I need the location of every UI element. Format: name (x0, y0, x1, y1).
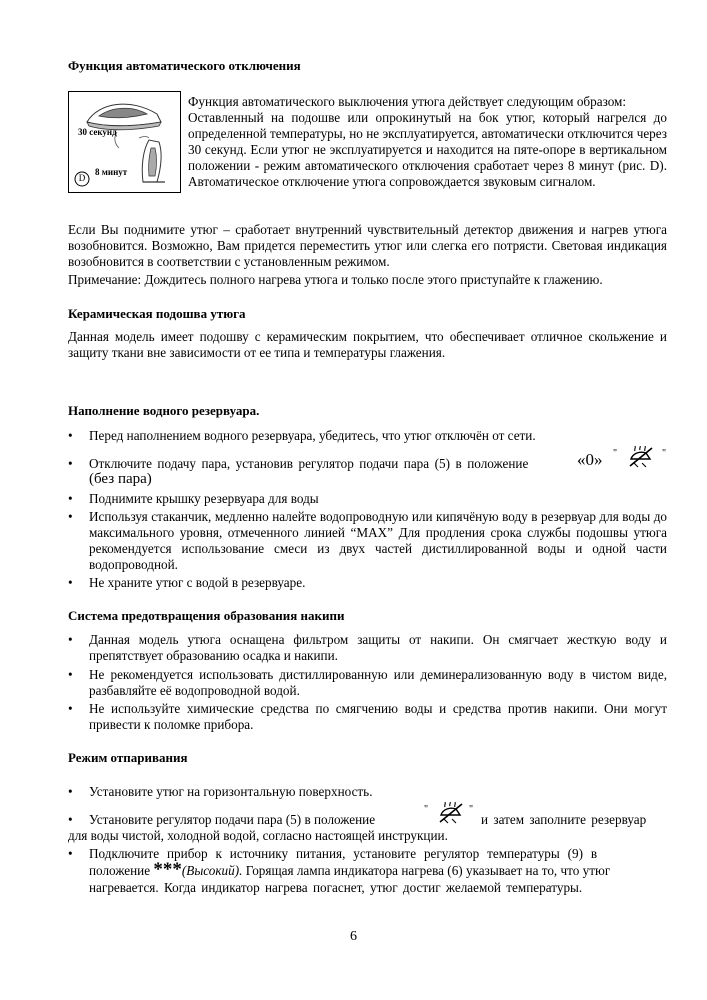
auto-off-heading: Функция автоматического отключения (68, 58, 301, 73)
list-item-text: Отключите подачу пара, установив регулятор подачи пара (5) в положение (89, 456, 529, 471)
list-item-text: Данная модель утюга оснащена фильтром защиты от накипи. Он смягчает жесткую воду и препятствует образованию осадка и накипи. (89, 632, 667, 663)
list-item (68, 802, 667, 842)
figure-label-8-minutes: 8 минут (95, 167, 128, 177)
steam-off-note: (без пара) (89, 471, 152, 487)
auto-off-note: Примечание: Дождитесь полного нагрева утюга и только после этого приступайте к глажению. (68, 272, 603, 287)
ceramic-soleplate-heading: Керамическая подошва утюга (68, 306, 246, 321)
list-item-text: Используя стаканчик, медленно налейте водопроводную или кипячёную воду в резервуар для воды до максимального уровня, отмеченного линией “MAX” Для продления срока службы подошвы утюга рекомендуется использование смеси из двух частей дистиллированной воды и одной части водопроводной. (89, 509, 667, 572)
list-item-text: Не используйте химические средства по смягчению воды и средства против накипи. Они могут привести к поломке прибора. (89, 701, 667, 732)
list-item (68, 509, 667, 573)
high-temp-label: (Высокий). (181, 863, 243, 878)
bullet: • (68, 667, 73, 682)
list-item (68, 575, 667, 591)
bullet: • (68, 632, 73, 647)
list-item (68, 784, 667, 800)
steam-off-icon (628, 446, 654, 468)
list-item-text: и затем заполните резервуар (481, 812, 647, 827)
high-temp-stars: *** (153, 859, 182, 880)
steam-off-icon (438, 802, 464, 824)
water-tank-heading: Наполнение водного резервуара. (68, 403, 260, 418)
list-item-text: Поднимите крышку резервуара для воды (89, 491, 319, 506)
auto-off-intro: Функция автоматического выключения утюга действует следующим образом: (188, 94, 627, 109)
quote-mark: " (469, 804, 474, 815)
list-item-text: Перед наполнением водного резервуара, убедитесь, что утюг отключён от сети. (89, 428, 536, 443)
bullet: • (68, 428, 73, 443)
list-item (68, 428, 667, 444)
quote-mark: " (613, 448, 618, 459)
bullet: • (68, 509, 73, 524)
position-word: положение (89, 863, 151, 878)
bullet: • (68, 456, 73, 471)
figure-label-30-seconds: 30 секунд (78, 127, 117, 137)
list-item-text: Подключите прибор к источнику питания, установите регулятор температуры (9) в (89, 846, 598, 861)
auto-off-description (188, 94, 667, 190)
list-item-text: Установите утюг на горизонтальную поверхность. (89, 784, 373, 799)
bullet: • (68, 846, 73, 861)
ceramic-soleplate-text: Данная модель имеет подошву с керамическим покрытием, что обеспечивает отличное скольжение и защиту ткани вне зависимости от ее типа и температуры глажения. (68, 329, 667, 360)
list-item (68, 632, 667, 664)
bullet: • (68, 812, 73, 827)
heating-indicator-text: Горящая лампа индикатора нагрева (6) указывает на то, что утюг (245, 863, 611, 878)
steam-mode-heading: Режим отпаривания (68, 750, 188, 765)
list-item-text: Не храните утюг с водой в резервуаре. (89, 575, 306, 590)
list-item-text: Не рекомендуется использовать дистиллированную или деминерализованную воду в чистом виде, разбавляйте её водопроводной водой. (89, 667, 667, 698)
figure-label-d: D (78, 173, 86, 183)
page-number: 6 (350, 929, 357, 944)
list-item-text: Установите регулятор подачи пара (5) в положение (89, 812, 376, 827)
bullet: • (68, 575, 73, 590)
bullet: • (68, 784, 73, 799)
bullet: • (68, 491, 73, 506)
quote-mark: " (424, 804, 429, 815)
bullet: • (68, 701, 73, 716)
steam-off-zero-label: «0» (577, 450, 603, 469)
auto-off-figure (68, 91, 181, 193)
quote-mark: " (662, 448, 667, 459)
auto-off-body: Оставленный на подошве или опрокинутый на бок утюг, который нагрелся до определенной температуры, но не эксплуатируется, автоматически отключится через 30 секунд. Если утюг не эксплуатируется и находится на пяте-опоре в вертикальном положении - режим автоматического отключения сработает через 8 минут (рис. D). Автоматическое отключение утюга сопровождается звуковым сигналом. (188, 110, 667, 189)
auto-off-resume-text: Если Вы поднимите утюг – сработает внутренний чувствительный детектор движения и нагрев утюга возобновится. Возможно, Вам придется переместить утюг или слегка его потрясти. Световая индикация возобновится в соответствии с установленным режимом. (68, 222, 667, 269)
list-item (68, 491, 667, 507)
list-item-text (89, 859, 611, 880)
list-item (68, 667, 667, 699)
list-item (68, 446, 667, 488)
list-item (68, 701, 667, 733)
anti-scale-heading: Система предотвращения образования накипи (68, 608, 345, 623)
list-item (68, 846, 667, 898)
list-item-text: нагревается. Когда индикатор нагрева погаснет, утюг достиг желаемой температуры. (89, 880, 583, 895)
list-item-text: для воды чистой, холодной водой, согласно настоящей инструкции. (68, 828, 448, 843)
